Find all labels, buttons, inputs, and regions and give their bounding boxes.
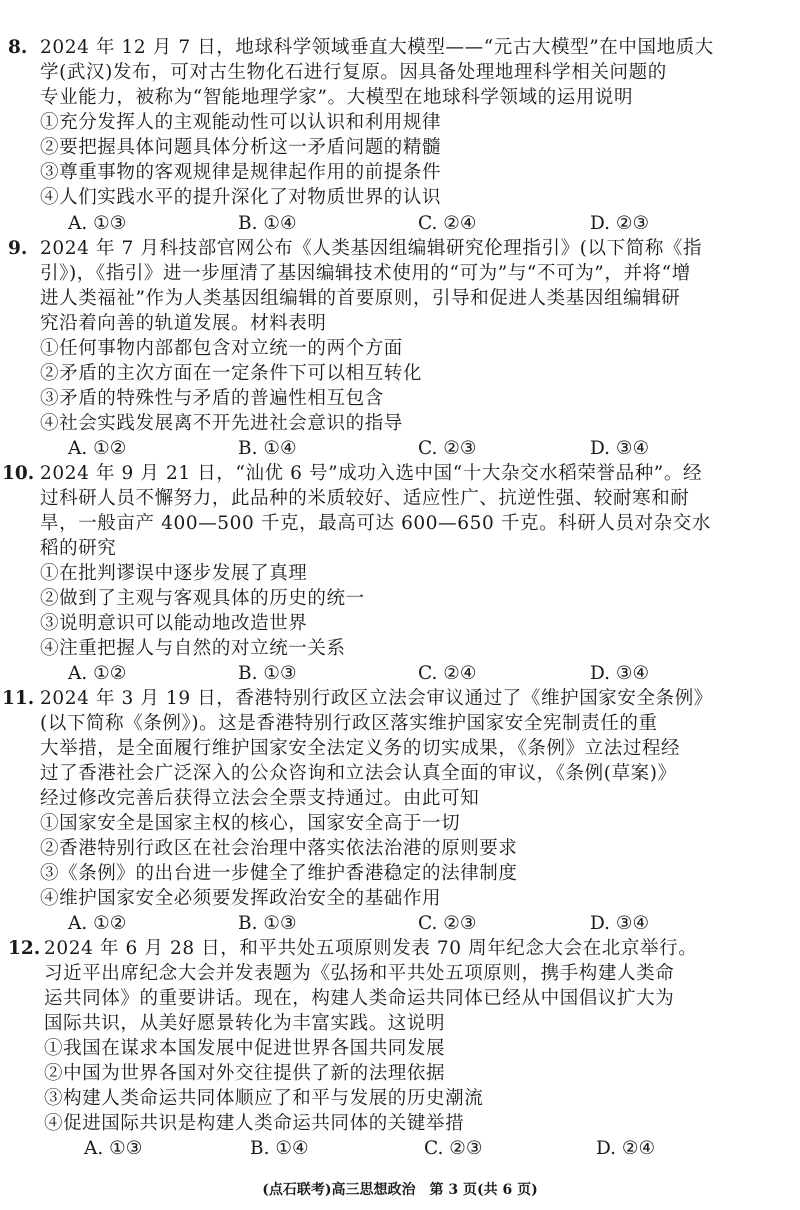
answer-choice-c: C. ②③ [418, 438, 477, 459]
question-stem-line: 引》)，《指引》进一步厘清了基因编辑技术使用的“可为”与“不可为”，并将“增 [40, 263, 691, 284]
answer-choice-b: B. ①④ [250, 1138, 309, 1159]
answer-choice-a: A. ①③ [84, 1138, 143, 1159]
question-number: 11. [2, 688, 35, 709]
question-stem-line: 学(武汉)发布，可对古生物化石进行复原。因具备处理地理科学相关问题的 [40, 62, 667, 83]
statement: ③尊重事物的客观规律是规律起作用的前提条件 [40, 162, 442, 183]
statement: ④人们实践水平的提升深化了对物质世界的认识 [40, 187, 442, 208]
statement: ①任何事物内部都包含对立统一的两个方面 [40, 338, 403, 359]
question-stem-line: 运共同体》的重要讲话。现在，构建人类命运共同体已经从中国倡议扩大为 [44, 988, 675, 1009]
question-stem-line: 2024 年 3 月 19 日，香港特别行政区立法会审议通过了《维护国家安全条例》 [40, 688, 713, 709]
answer-choice-b: B. ①③ [238, 663, 297, 684]
question-number: 10. [2, 463, 35, 484]
question-stem-line: 习近平出席纪念大会并发表题为《弘扬和平共处五项原则，携手构建人类命 [44, 963, 675, 984]
statement: ①国家安全是国家主权的核心，国家安全高于一切 [40, 813, 461, 834]
statement: ②要把握具体问题具体分析这一矛盾问题的精髓 [40, 137, 442, 158]
question-stem-line: 过了香港社会广泛深入的公众咨询和立法会认真全面的审议，《条例(草案)》 [40, 763, 677, 784]
statement: ②矛盾的主次方面在一定条件下可以相互转化 [40, 363, 423, 384]
statement: ④维护国家安全必须要发挥政治安全的基础作用 [40, 888, 442, 909]
statement: ③《条例》的出台进一步健全了维护香港稳定的法律制度 [40, 863, 518, 884]
question-number: 8. [8, 37, 28, 58]
answer-choice-a: A. ①② [68, 438, 127, 459]
answer-choice-c: C. ②④ [418, 663, 477, 684]
question-stem-line: 2024 年 6 月 28 日，和平共处五项原则发表 70 周年纪念大会在北京举行。 [44, 938, 698, 959]
answer-choice-b: B. ①④ [238, 438, 297, 459]
question-stem-line: 2024 年 7 月科技部官网公布《人类基因组编辑研究伦理指引》(以下简称《指 [40, 238, 703, 259]
answer-choice-c: C. ②③ [424, 1138, 483, 1159]
statement: ③说明意识可以能动地改造世界 [40, 613, 308, 634]
question-stem-line: (以下简称《条例》)。这是香港特别行政区落实维护国家安全宪制责任的重 [40, 713, 658, 734]
statement: ④促进国际共识是构建人类命运共同体的关键举措 [44, 1113, 465, 1134]
answer-choice-d: D. ②④ [596, 1138, 656, 1159]
statement: ①充分发挥人的主观能动性可以认识和利用规律 [40, 112, 442, 133]
answer-choice-d: D. ②③ [590, 213, 650, 234]
page-footer: (点石联考)高三思想政治 第 3 页(共 6 页) [262, 1182, 538, 1198]
answer-choice-a: A. ①③ [68, 213, 127, 234]
statement: ④社会实践发展离不开先进社会意识的指导 [40, 413, 403, 434]
statement: ②做到了主观与客观具体的历史的统一 [40, 588, 365, 609]
question-number: 9. [8, 238, 28, 259]
question-stem-line: 旱，一般亩产 400—500 千克，最高可达 600—650 千克。科研人员对杂交水 [40, 513, 711, 534]
answer-choice-d: D. ③④ [590, 913, 650, 934]
question-stem-line: 国际共识，从美好愿景转化为丰富实践。这说明 [44, 1013, 446, 1034]
question-stem-line: 2024 年 9 月 21 日，“汕优 6 号”成功入选中国“十大杂交水稻荣誉品种”。经 [40, 463, 703, 484]
statement: ④注重把握人与自然的对立统一关系 [40, 638, 346, 659]
statement: ②香港特别行政区在社会治理中落实依法治港的原则要求 [40, 838, 518, 859]
question-stem-line: 经过修改完善后获得立法会全票支持通过。由此可知 [40, 788, 480, 809]
question-stem-line: 稻的研究 [40, 538, 117, 559]
question-stem-line: 进人类福祉”作为人类基因组编辑的首要原则，引导和促进人类基因组编辑研 [40, 288, 681, 309]
question-number: 12. [8, 938, 41, 959]
statement: ①在批判谬误中逐步发展了真理 [40, 563, 308, 584]
answer-choice-a: A. ①② [68, 663, 127, 684]
answer-choice-b: B. ①③ [238, 913, 297, 934]
statement: ③矛盾的特殊性与矛盾的普遍性相互包含 [40, 388, 384, 409]
statement: ①我国在谋求本国发展中促进世界各国共同发展 [44, 1038, 446, 1059]
question-stem-line: 究沿着向善的轨道发展。材料表明 [40, 313, 327, 334]
question-stem-line: 专业能力，被称为“智能地理学家”。大模型在地球科学领域的运用说明 [40, 87, 634, 108]
question-stem-line: 大举措，是全面履行维护国家安全法定义务的切实成果，《条例》立法过程经 [40, 738, 681, 759]
question-stem-line: 过科研人员不懈努力，此品种的米质较好、适应性广、抗逆性强、较耐寒和耐 [40, 488, 690, 509]
answer-choice-a: A. ①② [68, 913, 127, 934]
answer-choice-c: C. ②③ [418, 913, 477, 934]
answer-choice-d: D. ③④ [590, 663, 650, 684]
answer-choice-b: B. ①④ [238, 213, 297, 234]
answer-choice-d: D. ③④ [590, 438, 650, 459]
statement: ②中国为世界各国对外交往提供了新的法理依据 [44, 1063, 446, 1084]
question-stem-line: 2024 年 12 月 7 日，地球科学领域垂直大模型——“元古大模型”在中国地质大 [40, 37, 714, 58]
answer-choice-c: C. ②④ [418, 213, 477, 234]
statement: ③构建人类命运共同体顺应了和平与发展的历史潮流 [44, 1088, 484, 1109]
